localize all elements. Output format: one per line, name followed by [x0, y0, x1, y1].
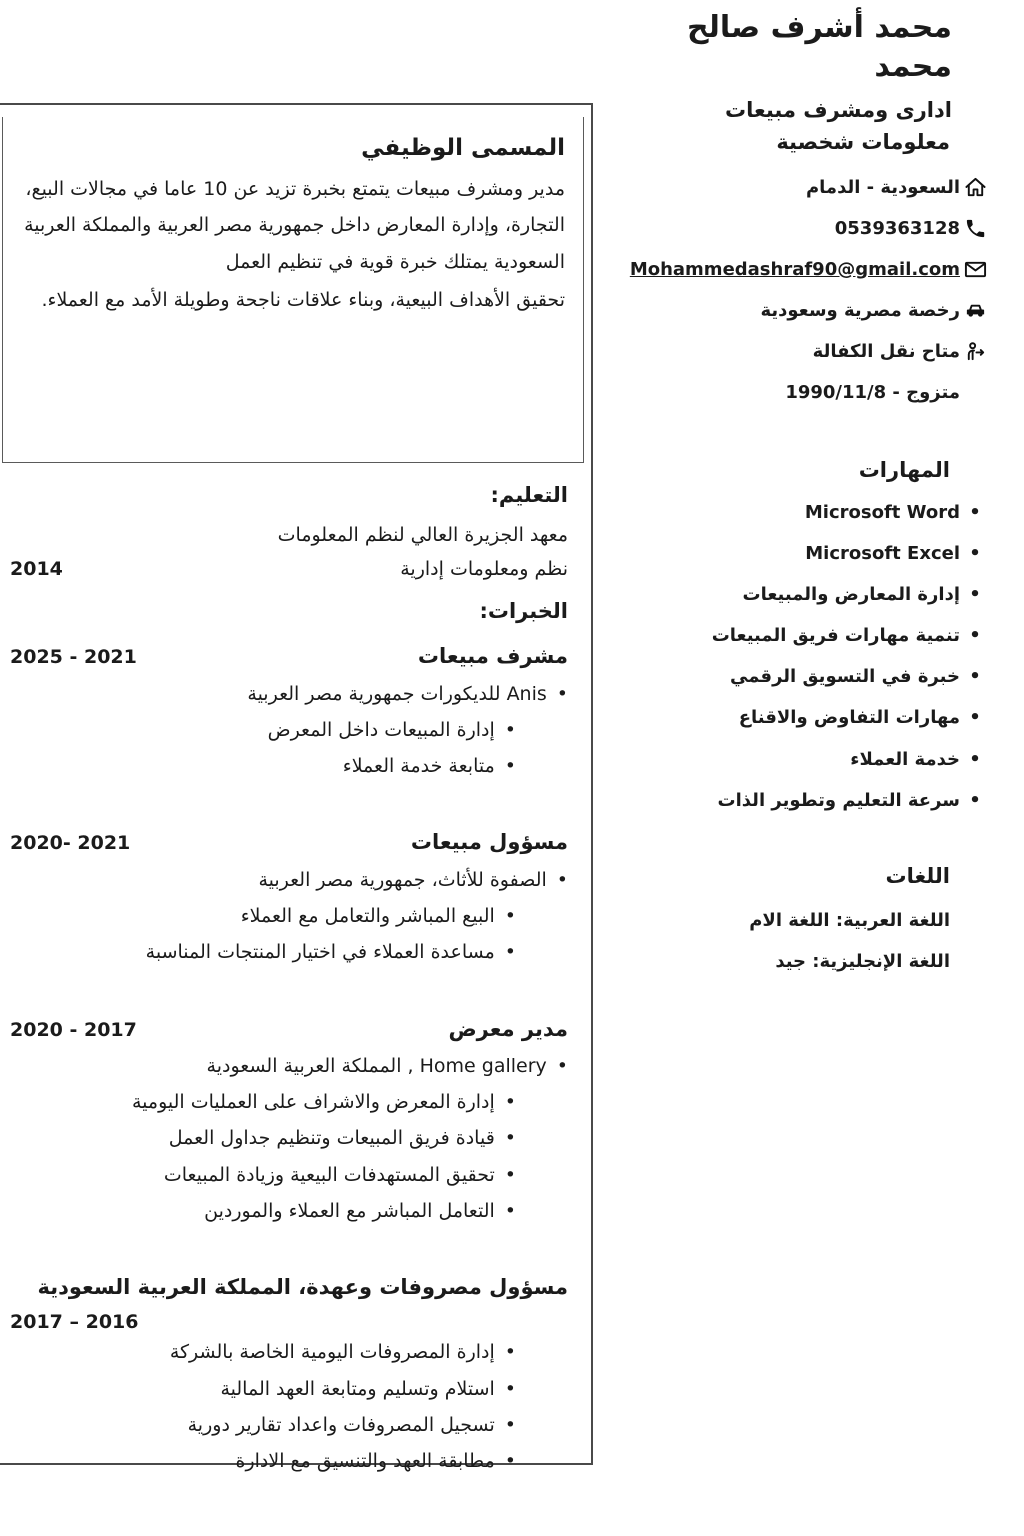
skill-text: • Microsoft Word — [804, 502, 960, 523]
envelope-icon — [960, 258, 990, 281]
skills-list — [600, 500, 990, 814]
job-bullet — [10, 935, 568, 969]
personal-item-license — [600, 297, 990, 324]
personal-item-email — [600, 256, 990, 283]
sidebar — [600, 130, 990, 992]
personal-info-list — [600, 174, 990, 406]
phone-icon — [960, 217, 990, 240]
job-company-text: • Anis للديكورات جمهورية مصر العربية — [247, 682, 547, 705]
language-item: اللغة العربية: اللغة الام — [749, 909, 950, 931]
column-divider — [591, 103, 593, 1465]
license-text: رخصة مصرية وسعودية — [760, 300, 960, 321]
sponsorship-text: متاح نقل الكفالة — [812, 341, 960, 362]
person-transfer-icon — [960, 340, 990, 363]
job-dates-row — [10, 1311, 568, 1333]
home-icon — [960, 176, 990, 199]
job-entry — [10, 1272, 568, 1478]
location-text: السعودية - الدمام — [805, 177, 960, 198]
job-bullet-text: • إدارة المعرض والاشراف على العمليات اليومية — [132, 1091, 495, 1114]
skill-item — [600, 664, 990, 690]
skill-text: • خبرة في التسويق الرقمي — [730, 666, 960, 688]
job-bullet — [10, 1335, 568, 1369]
job-entry — [10, 827, 568, 969]
dob-marital-text: 1990/11/8 - متزوج — [785, 382, 960, 403]
summary-section — [2, 117, 584, 463]
job-bullet-text: • إدارة المصروفات اليومية الخاصة بالشركة — [169, 1341, 495, 1364]
skill-item — [600, 541, 990, 567]
job-title: مسؤول مبيعات — [410, 830, 568, 855]
education-degree-row — [10, 552, 568, 586]
job-bullet — [10, 1372, 568, 1406]
skill-text: • خدمة العملاء — [850, 748, 960, 770]
skill-text: • إدارة المعارض والمبيعات — [742, 584, 960, 606]
skill-text: • سرعة التعليم وتطوير الذات — [717, 789, 960, 811]
job-company-text: • الصفوة للأثاث، جمهورية مصر العربية — [258, 868, 547, 891]
job-bullet-text: • إدارة المبيعات داخل المعرض — [267, 719, 495, 742]
job-title: مدير معرض — [448, 1016, 568, 1041]
header — [600, 8, 952, 122]
job-company-text: • Home gallery , المملكة العربية السعودية — [206, 1055, 547, 1077]
job-bullet — [10, 749, 568, 783]
job-company — [10, 677, 568, 711]
education-heading: التعليم: — [490, 483, 568, 507]
job-dates: 2020- 2021 — [10, 832, 131, 855]
job-bullet — [10, 1121, 568, 1155]
skill-item — [600, 582, 990, 608]
personal-item-sponsorship — [600, 338, 990, 365]
summary-paragraph-1: مدير ومشرف مبيعات يتمتع بخبرة تزيد عن 10 عاما في مجالات البيع، التجارة، وإدارة المعارض داخل جمهورية مصر العربية والمملكة العربية السعودية يمتلك خبرة قوية في تنظيم العمل — [24, 178, 565, 273]
languages-list — [600, 910, 990, 972]
email-link[interactable]: Mohammedashraf90@gmail.com — [629, 259, 960, 280]
job-bullet-text: • مطابقة العهد والتنسيق مع الادارة — [235, 1450, 495, 1472]
job-company — [10, 1049, 568, 1083]
personal-item-location — [600, 174, 990, 201]
skills-heading: المهارات — [858, 458, 950, 482]
personal-item-phone — [600, 215, 990, 242]
job-title: مشرف مبيعات — [417, 644, 568, 669]
job-bullet — [10, 1158, 568, 1192]
phone-text: 0539363128 — [834, 218, 960, 239]
job-bullet — [10, 1444, 568, 1478]
skill-text: • تنمية مهارات فريق المبيعات — [711, 625, 960, 647]
job-bullet-text: • قيادة فريق المبيعات وتنظيم جداول العمل — [168, 1127, 495, 1150]
job-entry — [10, 1014, 568, 1228]
language-item: اللغة الإنجليزية: جيد — [775, 950, 950, 972]
job-dates: 2017 – 2016 — [10, 1311, 139, 1334]
job-bullet-text: • تسجيل المصروفات واعداد تقارير دورية — [187, 1413, 495, 1436]
candidate-title: ادارى ومشرف مبيعات — [724, 98, 952, 122]
job-head — [10, 1014, 568, 1046]
top-rule — [0, 103, 592, 105]
job-head — [10, 641, 568, 673]
skill-text: • Microsoft Excel — [805, 543, 960, 565]
skill-item — [600, 788, 990, 814]
job-bullet-text: • استلام وتسليم ومتابعة العهد المالية — [220, 1377, 495, 1400]
job-bullet — [10, 1085, 568, 1119]
job-bullet — [10, 713, 568, 747]
summary-heading: المسمى الوظيفي — [361, 135, 565, 161]
skill-item — [600, 500, 990, 526]
job-entry — [10, 641, 568, 783]
job-bullet-text: • البيع المباشر والتعامل مع العملاء — [240, 905, 495, 928]
education-year: 2014 — [10, 557, 63, 580]
education-degree: نظم ومعلومات إدارية — [400, 557, 568, 580]
car-icon — [960, 299, 990, 322]
job-bullet-text: • مساعدة العملاء في اختيار المنتجات المناسبة — [145, 941, 495, 964]
job-title: مسؤول مصروفات وعهدة، المملكة العربية السعودية — [37, 1274, 568, 1299]
experience-heading: الخبرات: — [479, 598, 568, 623]
summary-paragraph-2: تحقيق الأهداف البيعية، وبناء علاقات ناجحة وطويلة الأمد مع العملاء. — [41, 289, 565, 312]
personal-info-heading: معلومات شخصية — [776, 130, 950, 154]
job-bullet — [10, 899, 568, 933]
job-bullet — [10, 1194, 568, 1228]
job-company — [10, 863, 568, 897]
personal-item-dob-marital — [600, 379, 990, 406]
job-head — [10, 827, 568, 859]
languages-heading: اللغات — [885, 863, 950, 888]
job-dates: 2020 - 2017 — [10, 1018, 137, 1041]
job-bullet — [10, 1408, 568, 1442]
candidate-name: محمد أشرف صالح محمد — [687, 10, 952, 84]
job-bullet-text: • التعامل المباشر مع العملاء والموردين — [204, 1199, 495, 1222]
skill-text: • مهارات التفاوض والاقناع — [738, 707, 960, 729]
job-bullet-text: • تحقيق المستهدفات البيعية وزيادة المبيعات — [163, 1163, 495, 1186]
job-dates: 2025 - 2021 — [10, 646, 137, 669]
education-school: معهد الجزيرة العالي لنظم المعلومات — [277, 523, 568, 546]
main-column — [0, 468, 584, 1478]
job-bullet-text: • متابعة خدمة العملاء — [342, 755, 495, 778]
skill-item — [600, 747, 990, 773]
skill-item — [600, 705, 990, 731]
skill-item — [600, 623, 990, 649]
